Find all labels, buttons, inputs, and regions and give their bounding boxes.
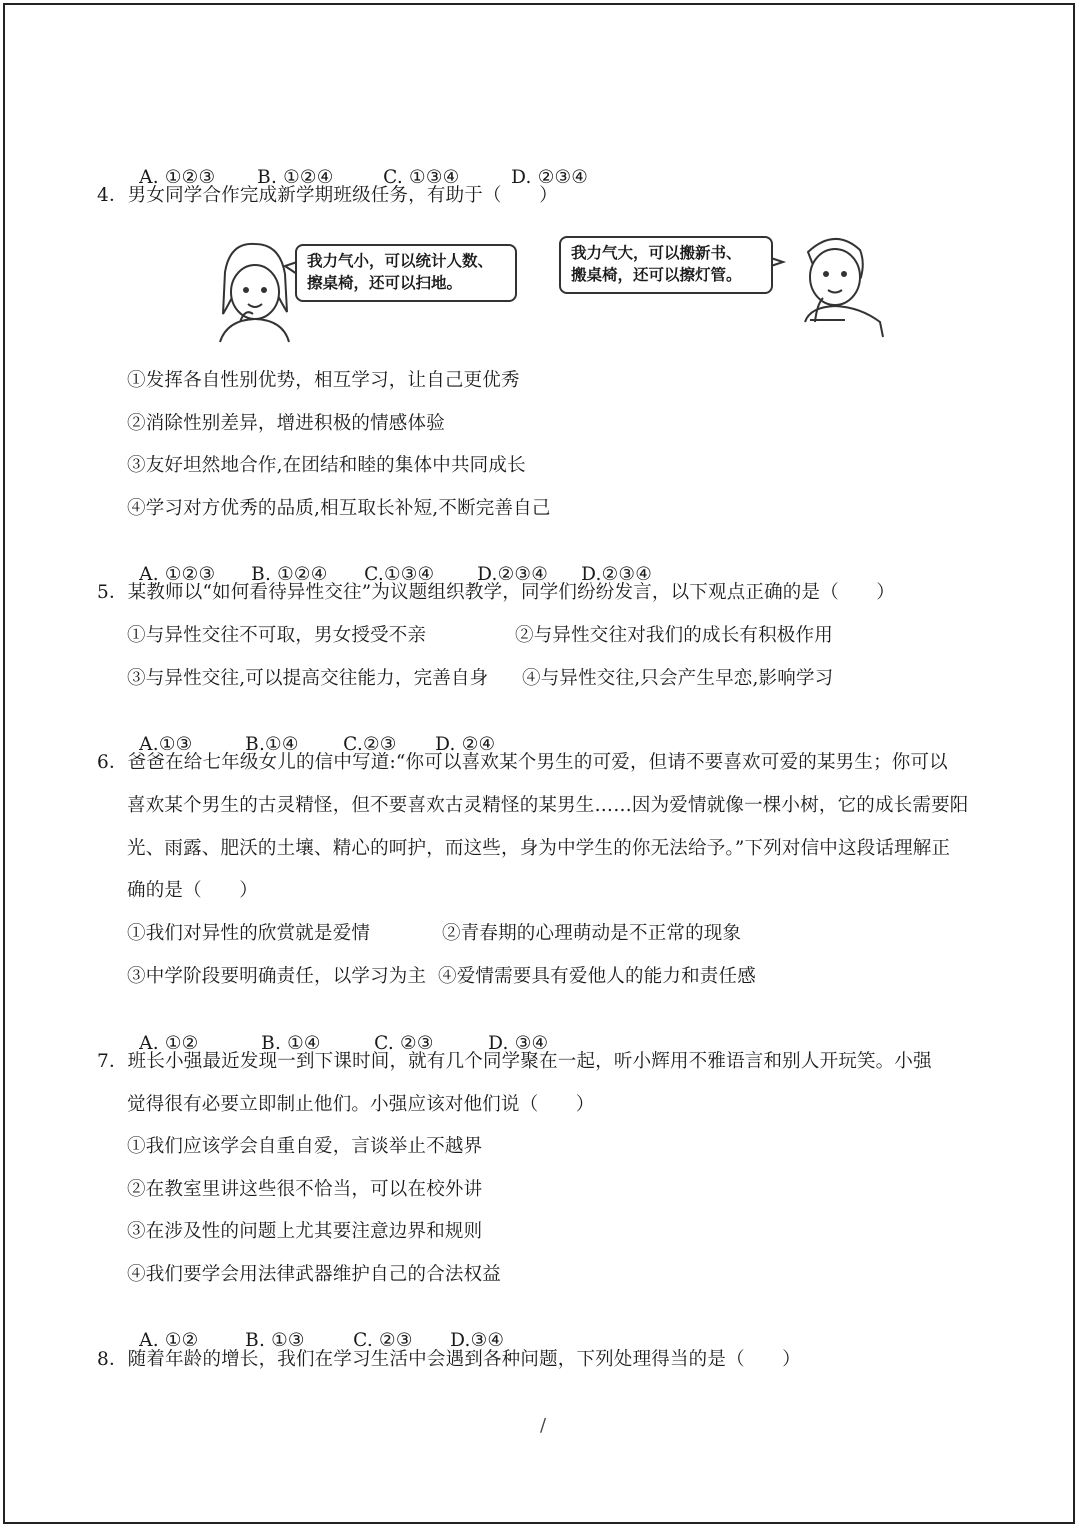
q3-option-c: C. ①③④	[383, 167, 460, 188]
q6-item-1: ①我们对异性的欣赏就是爱情	[127, 923, 371, 944]
q4-item-4: ④学习对方优秀的品质,相互取长补短,不断完善自己	[127, 498, 551, 519]
q4-option-c: C.①③④	[364, 564, 435, 585]
boy-speech-bubble	[559, 236, 773, 294]
q8-stem: 8．随着年龄的增长，我们在学习生活中会遇到各种问题，下列处理得当的是（ ）	[97, 1349, 801, 1370]
girl-bubble-line-2: 擦桌椅，还可以扫地。	[307, 274, 463, 292]
q6-option-a: A. ①②	[139, 1033, 199, 1054]
q6-item-4: ④爱情需要具有爱他人的能力和责任感	[438, 966, 756, 987]
q4-item-1: ①发挥各自性别优势，相互学习，让自己更优秀	[127, 370, 520, 391]
q5-option-b: B.①④	[245, 734, 299, 755]
page-footer: /	[540, 1415, 547, 1436]
q6-option-c: C. ②③	[374, 1033, 434, 1054]
q5-item-1: ①与异性交往不可取，男女授受不亲	[127, 625, 427, 646]
q5-item-2: ②与异性交往对我们的成长有积极作用	[515, 625, 833, 646]
q4-item-3: ③友好坦然地合作,在团结和睦的集体中共同成长	[127, 455, 526, 476]
girl-figure	[220, 244, 289, 342]
q5-option-c: C.②③	[343, 734, 397, 755]
q3-option-a: A. ①②③	[139, 167, 216, 188]
q5-item-4: ④与异性交往,只会产生早恋,影响学习	[522, 668, 834, 689]
q7-option-b: B. ①③	[245, 1330, 305, 1351]
q7-option-d: D.③④	[450, 1330, 505, 1351]
q3-options	[127, 142, 588, 190]
q6-option-b: B. ①④	[261, 1033, 321, 1054]
q6-options	[127, 1008, 548, 1056]
q6-item-3: ③中学阶段要明确责任，以学习为主	[127, 966, 427, 987]
q6-item-2: ②青春期的心理萌动是不正常的现象	[442, 923, 742, 944]
boy-bubble-line-2: 搬桌椅，还可以擦灯管。	[571, 266, 742, 284]
q4-option-d-duplicate: D.②③④	[581, 564, 652, 585]
q3-option-d: D. ②③④	[511, 167, 589, 188]
q7-option-c: C. ②③	[353, 1330, 413, 1351]
q6-stem-line-1: 6．爸爸在给七年级女儿的信中写道:“你可以喜欢某个男生的可爱，但请不要喜欢可爱的某男生；你可以	[97, 752, 948, 773]
q7-option-a: A. ①②	[139, 1330, 199, 1351]
q7-item-3: ③在涉及性的问题上尤其要注意边界和规则	[127, 1221, 483, 1242]
q5-stem: 5．某教师以“如何看待异性交往”为议题组织教学，同学们纷纷发言，以下观点正确的是（ ）	[97, 582, 895, 603]
q4-option-b: B. ①②④	[251, 564, 328, 585]
boy-bubble-line-1: 我力气大，可以搬新书、	[571, 244, 742, 262]
girl-speech-bubble	[295, 244, 517, 302]
q5-item-3: ③与异性交往,可以提高交往能力，完善自身	[127, 668, 489, 689]
q6-stem-line-4: 确的是（ ）	[127, 880, 258, 901]
q5-options	[127, 709, 495, 757]
q7-stem-line-1: 7．班长小强最近发现一到下课时间，就有几个同学聚在一起，听小辉用不雅语言和别人开玩笑。小强	[97, 1051, 932, 1072]
q7-item-1: ①我们应该学会自重自爱，言谈举止不越界	[127, 1136, 483, 1157]
q7-stem-line-2: 觉得很有必要立即制止他们。小强应该对他们说（ ）	[127, 1094, 595, 1115]
q4-stem: 4．男女同学合作完成新学期班级任务，有助于（ ）	[97, 185, 558, 206]
q6-stem-line-3: 光、雨露、肥沃的土壤、精心的呵护，而这些，身为中学生的你无法给予。”下列对信中这段话理解正	[127, 838, 951, 859]
girl-bubble-line-1: 我力气小，可以统计人数、	[307, 252, 494, 270]
q4-item-2: ②消除性别差异，增进积极的情感体验	[127, 413, 445, 434]
q6-option-d: D. ③④	[488, 1033, 549, 1054]
q7-item-2: ②在教室里讲这些很不恰当，可以在校外讲	[127, 1179, 483, 1200]
q4-option-a: A. ①②③	[139, 564, 216, 585]
q6-stem-line-2: 喜欢某个男生的古灵精怪，但不要喜欢古灵精怪的某男生……因为爱情就像一棵小树，它的成长需要阳	[127, 795, 969, 816]
q4-illustration	[205, 222, 925, 362]
q4-options	[127, 539, 652, 587]
q5-option-d: D. ②④	[435, 734, 496, 755]
boy-figure	[805, 239, 883, 337]
q4-option-d: D.②③④	[477, 564, 548, 585]
q7-item-4: ④我们要学会用法律武器维护自己的合法权益	[127, 1264, 502, 1285]
q7-options	[127, 1305, 504, 1353]
q5-option-a: A.①③	[139, 734, 193, 755]
q3-option-b: B. ①②④	[257, 167, 334, 188]
